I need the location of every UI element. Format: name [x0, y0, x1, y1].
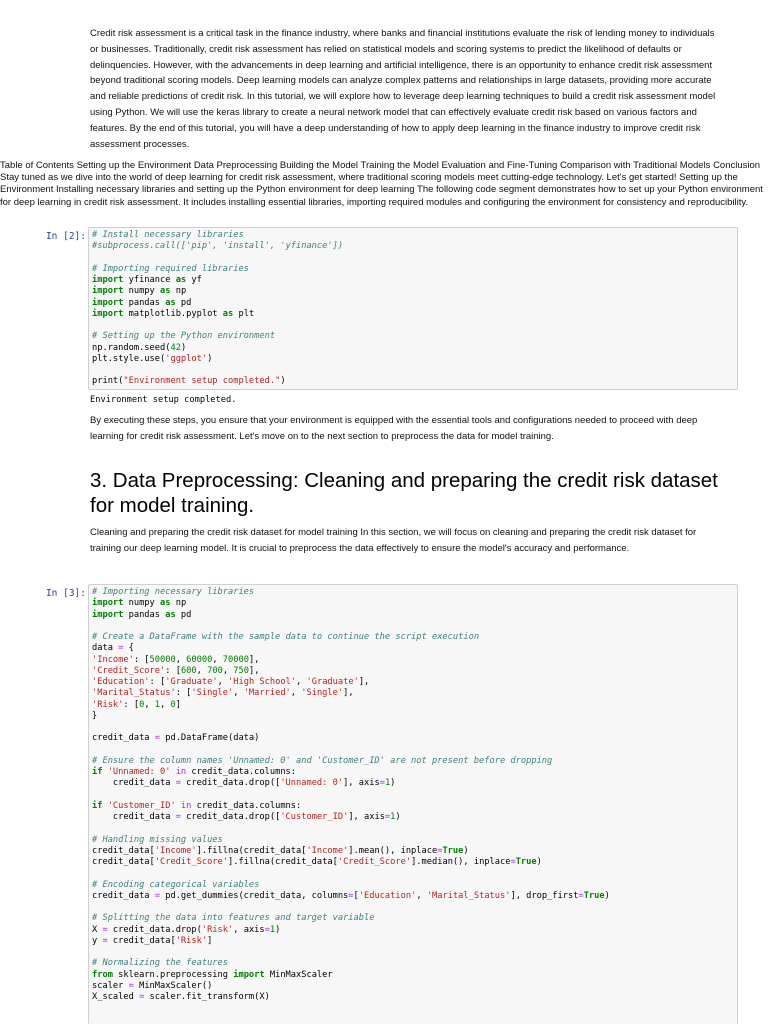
cell-2-prompt: In [3]: [45, 588, 86, 599]
code-cell-2-source: # Importing necessary libraries import numpy as np import pandas as pd # Create a DataFrame with the sample data to continue the script execution data = { 'Income': [50000, 60000, 70000], 'Credit_Score': [600, 700, 750], 'Education': ['Graduate', 'High School', 'Graduate'], 'Marital_Status': ['Single', 'Married', 'Single'], 'Risk': [0, 1, 0] } credit_data = pd.DataFrame(data) # Ensure the column names 'Unnamed: 0' and 'Customer_ID' are not present before dropping if 'Unnamed: 0' in credit_data.columns: credit_data = credit_data.drop(['Unnamed: 0'], axis=1) if 'Customer_ID' in credit_data.columns: credit_data = credit_data.drop(['Customer_ID'], axis=1) # Handling missing values credit_data['Income'].fillna(credit_data['Income'].mean(), inplace=True) credit_data['Credit_Score'].fillna(credit_data['Credit_Score'].median(), inplace=True) # Encoding categorical variables credit_data = pd.get_dummies(credit_data, columns=['Education', 'Marital_Status'], drop_first=True) # Splitting the data into features and target variable X = credit_data.drop('Risk', axis=1) y = credit_data['Risk'] # Normalizing the features from sklearn.preprocessing import MinMaxScaler scaler = MinMaxScaler() X_scaled = scaler.fit_transform(X) [92, 587, 610, 1002]
code-cell-1[interactable] [88, 227, 738, 390]
toc-paragraph: Table of Contents Setting up the Environment Data Preprocessing Building the Model Training the Model Evaluation and Fine-Tuning Comparison with Traditional Models Conclusion Stay tuned as we dive into the world of deep learning for credit risk assessment, where traditional scoring models meet cutting-edge technology. Let's get started! Setting up the Environment Installing necessary libraries and setting up the Python environment for deep learning The following code segment demonstrates how to set up your Python environment for deep learning in credit risk assessment. It includes installing essential libraries, importing required modules and configuring the environment for consistency and reproducibility. [0, 160, 763, 208]
code-cell-1-source: # Install necessary libraries #subprocess.call(['pip', 'install', 'yfinance']) # Importing required libraries import yfinance as yf import numpy as np import pandas as pd import matplotlib.pyplot as plt # Setting up the Python environment np.random.seed(42) plt.style.use('ggplot') print("Environment setup completed.") [92, 230, 344, 387]
section-paragraph: Cleaning and preparing the credit risk dataset for model training In this section, we will focus on cleaning and preparing the credit risk dataset for training our deep learning model. It is crucial to preprocess the data effectively to ensure the model's accuracy and performance. [90, 527, 697, 554]
cell-1-prompt: In [2]: [45, 231, 86, 242]
section-heading: 3. Data Preprocessing: Cleaning and preparing the credit risk dataset for model training. [90, 469, 718, 517]
intro-paragraph: Credit risk assessment is a critical task in the finance industry, where banks and financial institutions evaluate the risk of lending money to individuals or businesses. Traditionally, credit risk assessment has relied on statistical models and scoring systems to predict the likelihood of defaults or delinquencies. However, with the advancements in deep learning and artificial intelligence, there is an opportunity to enhance credit risk assessment beyond traditional scoring models. Deep learning models can analyze complex patterns and relationships in large datasets, providing more accurate and reliable predictions of credit risk. In this tutorial, we will explore how to leverage deep learning techniques to build a credit risk assessment model using Python. We will use the keras library to create a neural network model that can effectively evaluate credit risk based on various factors and features. By the end of this tutorial, you will have a deep understanding of how to apply deep learning in the finance industry to improve credit risk assessment processes. [90, 28, 716, 150]
after-cell-1-paragraph: By executing these steps, you ensure that your environment is equipped with the essential tools and configurations needed to proceed with deep learning for credit risk assessment. Let's move on to the next section to preprocess the data for model training. [90, 415, 698, 442]
code-cell-2[interactable] [88, 584, 738, 1024]
code-cell-1-output: Environment setup completed. [90, 395, 237, 405]
